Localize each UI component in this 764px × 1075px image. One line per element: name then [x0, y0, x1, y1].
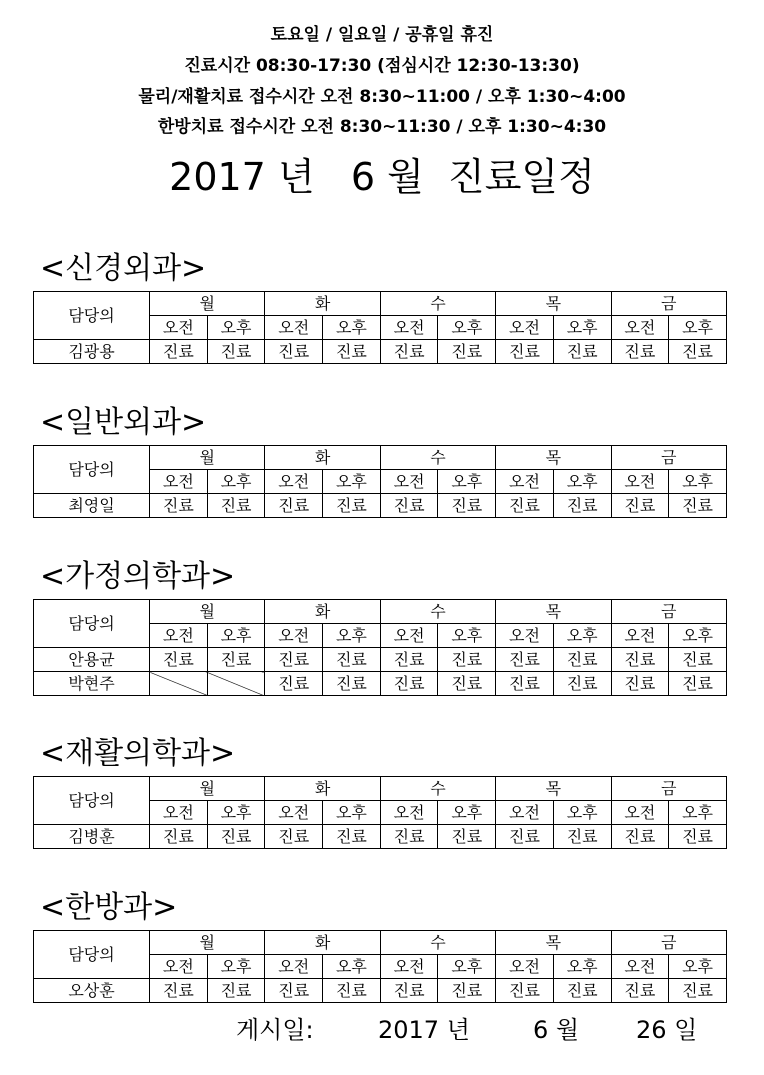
schedule-slot: 진료	[496, 648, 554, 672]
day-header: 월	[150, 292, 265, 316]
am-header: 오전	[150, 955, 208, 979]
schedule-slot: 진료	[150, 825, 208, 849]
pm-header: 오후	[323, 624, 381, 648]
pm-header: 오후	[553, 624, 611, 648]
pm-header: 오후	[438, 624, 496, 648]
pm-header: 오후	[553, 316, 611, 340]
schedule-slot: 진료	[207, 979, 265, 1003]
table-row	[34, 825, 727, 849]
posting-date	[0, 1010, 764, 1044]
schedule-table	[33, 445, 727, 518]
schedule-slot	[150, 672, 208, 696]
schedule-slot: 진료	[496, 672, 554, 696]
schedule-slot: 진료	[207, 340, 265, 364]
doctor-name: 최영일	[34, 494, 150, 518]
schedule-slot: 진료	[611, 979, 669, 1003]
am-header: 오전	[380, 316, 438, 340]
schedule-slot: 진료	[669, 648, 727, 672]
pm-header: 오후	[553, 955, 611, 979]
schedule-slot: 진료	[265, 825, 323, 849]
pm-header: 오후	[207, 316, 265, 340]
schedule-slot: 진료	[611, 340, 669, 364]
schedule-slot: 진료	[380, 340, 438, 364]
doctor-column-header: 담당의	[34, 931, 150, 979]
doctor-name: 박현주	[34, 672, 150, 696]
day-header: 목	[496, 777, 611, 801]
schedule-slot: 진료	[611, 648, 669, 672]
physio-reception-hours: 물리/재활치료 접수시간 오전 8:30~11:00 / 오후 1:30~4:00	[138, 87, 626, 107]
schedule-slot: 진료	[611, 494, 669, 518]
day-header: 목	[496, 446, 611, 470]
am-header: 오전	[265, 470, 323, 494]
doctor-name: 오상훈	[34, 979, 150, 1003]
day-header: 월	[150, 777, 265, 801]
pm-header: 오후	[323, 316, 381, 340]
schedule-slot: 진료	[438, 672, 496, 696]
schedule-slot: 진료	[207, 825, 265, 849]
am-header: 오전	[611, 470, 669, 494]
day-header: 화	[265, 600, 380, 624]
table-row	[34, 340, 727, 364]
day-header: 금	[611, 600, 726, 624]
day-header: 수	[380, 600, 495, 624]
schedule-slot: 진료	[380, 979, 438, 1003]
schedule-table	[33, 776, 727, 849]
pm-header: 오후	[323, 955, 381, 979]
schedule-slot: 진료	[265, 979, 323, 1003]
am-header: 오전	[150, 624, 208, 648]
posting-date-year: 2017 년	[378, 1016, 470, 1044]
day-header: 화	[265, 446, 380, 470]
am-header: 오전	[496, 470, 554, 494]
schedule-table	[33, 291, 727, 364]
schedule-slot: 진료	[669, 494, 727, 518]
pm-header: 오후	[438, 801, 496, 825]
day-header: 금	[611, 777, 726, 801]
am-header: 오전	[496, 316, 554, 340]
schedule-slot: 진료	[496, 340, 554, 364]
schedule-slot: 진료	[438, 648, 496, 672]
schedule-slot: 진료	[150, 340, 208, 364]
am-header: 오전	[265, 801, 323, 825]
schedule-slot: 진료	[380, 672, 438, 696]
doctor-name: 김광용	[34, 340, 150, 364]
schedule-slot: 진료	[669, 340, 727, 364]
schedule-slot: 진료	[611, 825, 669, 849]
day-header: 월	[150, 600, 265, 624]
schedule-slot: 진료	[669, 825, 727, 849]
schedule-slot: 진료	[150, 648, 208, 672]
am-header: 오전	[611, 316, 669, 340]
pm-header: 오후	[438, 316, 496, 340]
closed-days-notice: 토요일 / 일요일 / 공휴일 휴진	[270, 25, 494, 45]
day-header: 화	[265, 292, 380, 316]
am-header: 오전	[265, 316, 323, 340]
day-header: 금	[611, 446, 726, 470]
schedule-slot: 진료	[323, 825, 381, 849]
schedule-slot	[207, 672, 265, 696]
schedule-slot: 진료	[265, 494, 323, 518]
schedule-slot: 진료	[438, 494, 496, 518]
pm-header: 오후	[207, 801, 265, 825]
posting-date-label: 게시일:	[236, 1016, 314, 1044]
day-header: 수	[380, 292, 495, 316]
day-header: 월	[150, 446, 265, 470]
day-header: 수	[380, 446, 495, 470]
department-heading: <가정의학과>	[40, 559, 236, 594]
schedule-slot: 진료	[553, 672, 611, 696]
table-row	[34, 494, 727, 518]
doctor-column-header: 담당의	[34, 777, 150, 825]
schedule-slot: 진료	[496, 979, 554, 1003]
schedule-slot: 진료	[150, 979, 208, 1003]
doctor-column-header: 담당의	[34, 446, 150, 494]
department-heading: <재활의학과>	[40, 736, 236, 771]
day-header: 화	[265, 777, 380, 801]
schedule-slot: 진료	[438, 340, 496, 364]
pm-header: 오후	[669, 955, 727, 979]
am-header: 오전	[496, 801, 554, 825]
am-header: 오전	[380, 470, 438, 494]
schedule-slot: 진료	[496, 494, 554, 518]
pm-header: 오후	[207, 624, 265, 648]
day-header: 금	[611, 292, 726, 316]
schedule-slot: 진료	[553, 979, 611, 1003]
department-heading: <일반외과>	[40, 405, 207, 440]
department-heading: <신경외과>	[40, 251, 207, 286]
clinic-hours: 진료시간 08:30-17:30 (점심시간 12:30-13:30)	[184, 56, 580, 76]
day-header: 목	[496, 292, 611, 316]
am-header: 오전	[380, 955, 438, 979]
pm-header: 오후	[207, 470, 265, 494]
doctor-name: 안용균	[34, 648, 150, 672]
schedule-slot: 진료	[323, 979, 381, 1003]
schedule-slot: 진료	[380, 648, 438, 672]
schedule-slot: 진료	[553, 494, 611, 518]
am-header: 오전	[265, 624, 323, 648]
am-header: 오전	[611, 801, 669, 825]
doctor-name: 김병훈	[34, 825, 150, 849]
day-header-row	[34, 931, 727, 955]
pm-header: 오후	[323, 470, 381, 494]
day-header: 화	[265, 931, 380, 955]
day-header-row	[34, 600, 727, 624]
doctor-column-header: 담당의	[34, 600, 150, 648]
page-title: 2017 년 6 월 진료일정	[169, 155, 595, 199]
schedule-slot: 진료	[323, 648, 381, 672]
schedule-table	[33, 930, 727, 1003]
pm-header: 오후	[669, 316, 727, 340]
am-header: 오전	[611, 955, 669, 979]
table-row	[34, 979, 727, 1003]
schedule-slot: 진료	[150, 494, 208, 518]
schedule-table	[33, 599, 727, 696]
schedule-slot: 진료	[438, 825, 496, 849]
pm-header: 오후	[438, 955, 496, 979]
pm-header: 오후	[553, 801, 611, 825]
schedule-slot: 진료	[611, 672, 669, 696]
pm-header: 오후	[669, 470, 727, 494]
am-header: 오전	[150, 316, 208, 340]
schedule-slot: 진료	[265, 648, 323, 672]
day-header-row	[34, 777, 727, 801]
schedule-slot: 진료	[380, 494, 438, 518]
day-header-row	[34, 292, 727, 316]
day-header: 목	[496, 931, 611, 955]
table-row	[34, 648, 727, 672]
schedule-slot: 진료	[553, 340, 611, 364]
schedule-slot: 진료	[265, 340, 323, 364]
am-header: 오전	[380, 801, 438, 825]
schedule-slot: 진료	[323, 672, 381, 696]
am-header: 오전	[380, 624, 438, 648]
schedule-slot: 진료	[265, 672, 323, 696]
day-header-row	[34, 446, 727, 470]
schedule-slot: 진료	[553, 825, 611, 849]
schedule-slot: 진료	[323, 340, 381, 364]
schedule-slot: 진료	[496, 825, 554, 849]
pm-header: 오후	[323, 801, 381, 825]
pm-header: 오후	[553, 470, 611, 494]
am-header: 오전	[150, 470, 208, 494]
day-header: 금	[611, 931, 726, 955]
pm-header: 오후	[669, 624, 727, 648]
posting-date-day: 26 일	[636, 1016, 698, 1044]
schedule-slot: 진료	[380, 825, 438, 849]
day-header: 목	[496, 600, 611, 624]
schedule-slot: 진료	[207, 648, 265, 672]
pm-header: 오후	[669, 801, 727, 825]
oriental-reception-hours: 한방치료 접수시간 오전 8:30~11:30 / 오후 1:30~4:30	[157, 117, 607, 137]
schedule-slot: 진료	[553, 648, 611, 672]
am-header: 오전	[265, 955, 323, 979]
department-heading: <한방과>	[40, 890, 178, 925]
table-row	[34, 672, 727, 696]
day-header: 수	[380, 777, 495, 801]
doctor-column-header: 담당의	[34, 292, 150, 340]
pm-header: 오후	[207, 955, 265, 979]
schedule-slot: 진료	[323, 494, 381, 518]
am-header: 오전	[611, 624, 669, 648]
posting-date-month: 6 월	[533, 1016, 580, 1044]
schedule-slot: 진료	[669, 672, 727, 696]
schedule-slot: 진료	[438, 979, 496, 1003]
am-header: 오전	[496, 624, 554, 648]
day-header: 수	[380, 931, 495, 955]
pm-header: 오후	[438, 470, 496, 494]
schedule-slot: 진료	[207, 494, 265, 518]
day-header: 월	[150, 931, 265, 955]
am-header: 오전	[496, 955, 554, 979]
schedule-slot: 진료	[669, 979, 727, 1003]
am-header: 오전	[150, 801, 208, 825]
